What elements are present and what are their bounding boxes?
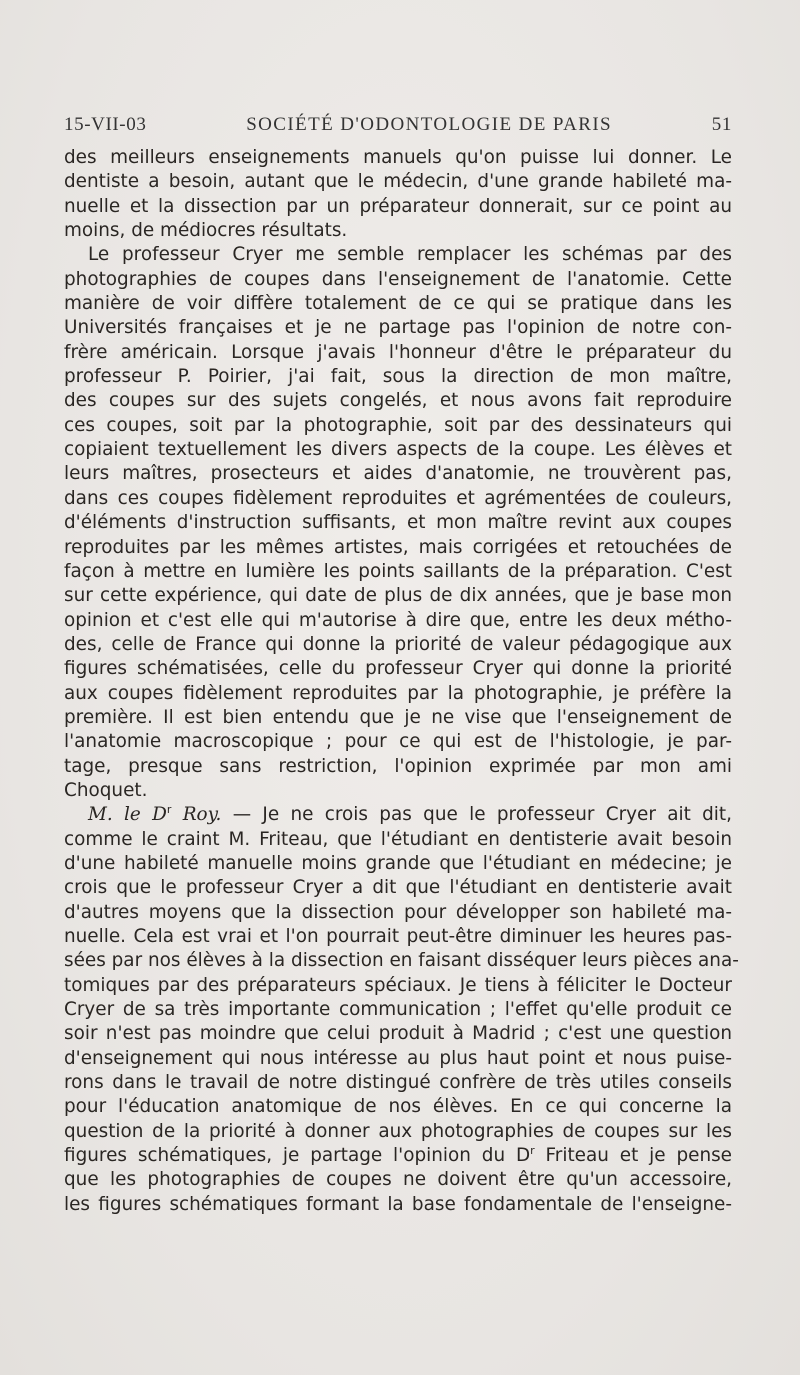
line-text: moins, de médiocres résultats.: [64, 220, 348, 242]
line-text: d'enseignement qui nous intéresse au plus haut point et nous puise-: [64, 1047, 732, 1069]
line-text: aux coupes fidèlement reproduites par la photographie, je préfère la: [64, 682, 732, 704]
text-line: [64, 414, 732, 438]
text-line: [64, 268, 732, 292]
header-journal-title: SOCIÉTÉ D'ODONTOLOGIE DE PARIS: [246, 114, 613, 135]
text-line: [64, 1047, 732, 1071]
text-line: [64, 487, 732, 511]
page-number: 51: [711, 114, 732, 135]
text-line: [64, 657, 732, 681]
text-line: [64, 706, 732, 730]
line-text: première. Il est bien entendu que je ne vise que l'enseignement de: [64, 706, 732, 728]
line-text: tage, presque sans restriction, l'opinion exprimée par mon ami: [64, 755, 732, 777]
text-line: [64, 1120, 732, 1144]
text-line: [64, 925, 732, 949]
line-text: d'une habileté manuelle moins grande que l'étudiant en médecine; je: [64, 852, 732, 874]
line-text: des coupes sur des sujets congelés, et nous avons fait reproduire: [64, 390, 732, 412]
line-text: sées par nos élèves à la dissection en faisant disséquer leurs pièces ana-: [64, 950, 739, 972]
line-text: professeur P. Poirier, j'ai fait, sous la direction de mon maître,: [64, 366, 732, 388]
text-line: [64, 316, 732, 340]
line-text: pour l'éducation anatomique de nos élèves. En ce qui concerne la: [64, 1096, 732, 1118]
line-text: dans ces coupes fidèlement reproduites et agrémentées de couleurs,: [64, 487, 732, 509]
text-line: [64, 389, 732, 413]
line-text: sur cette expérience, qui date de plus de dix années, que je base mon: [64, 585, 732, 607]
line-text: frère américain. Lorsque j'avais l'honneur d'être le préparateur du: [64, 341, 732, 363]
body-text: [64, 146, 739, 1217]
text-line: [64, 609, 732, 633]
line-text: soir n'est pas moindre que celui produit à Madrid ; c'est une question: [64, 1023, 732, 1045]
line-text: dentiste a besoin, autant que le médecin, d'une grande habileté ma-: [64, 171, 732, 193]
text-line: [64, 292, 732, 316]
text-line: [64, 949, 739, 973]
line-text: façon à mettre en lumière les points saillants de la préparation. C'est: [64, 560, 732, 582]
text-line: [64, 682, 732, 706]
text-line: [64, 730, 732, 754]
line-text: d'autres moyens que la dissection pour développer son habileté ma-: [64, 901, 732, 923]
text-line: [64, 1095, 732, 1119]
text-line: [64, 195, 732, 219]
text-line: [64, 560, 732, 584]
text-line: [64, 779, 732, 803]
line-text: crois que le professeur Cryer a dit que l'étudiant en dentisterie avait: [64, 877, 732, 899]
text-line: [64, 341, 732, 365]
text-line: [64, 462, 732, 486]
line-text: ces coupes, soit par la photographie, soit par des dessinateurs qui: [64, 414, 732, 436]
superscript: r: [166, 803, 172, 817]
line-text: rons dans le travail de notre distingué confrère de très utiles conseils: [64, 1072, 732, 1094]
text-line: [64, 584, 732, 608]
line-text: l'anatomie macroscopique ; pour ce qui est de l'histologie, je par-: [64, 731, 732, 753]
line-text: figures schématiques, je partage l'opinion du D: [64, 1145, 531, 1167]
text-line: [64, 219, 732, 243]
text-line: [64, 1193, 732, 1217]
line-text: leurs maîtres, prosecteurs et aides d'anatomie, ne trouvèrent pas,: [64, 463, 732, 485]
line-text: comme le craint M. Friteau, que l'étudiant en dentisterie avait besoin: [64, 828, 732, 850]
text-line: [64, 243, 732, 267]
line-text: opinion et c'est elle qui m'autorise à dire que, entre les deux métho-: [64, 609, 732, 631]
line-text: Universités françaises et je ne partage pas l'opinion de notre con-: [64, 317, 732, 339]
line-text: — Je ne crois pas que le professeur Cryer ait dit,: [221, 804, 732, 826]
text-line: [64, 146, 732, 170]
running-header: [64, 114, 732, 136]
superscript: r: [530, 1143, 535, 1157]
header-date: 15-VII-03: [64, 114, 147, 135]
line-text: Choquet.: [64, 779, 148, 801]
text-line: [64, 974, 732, 998]
line-text: des meilleurs enseignements manuels qu'on puisse lui donner. Le: [64, 147, 732, 168]
speaker-name-tail: Roy.: [182, 804, 222, 826]
text-line: [64, 170, 732, 194]
line-text: des, celle de France qui donne la priorité de valeur pédagogique aux: [64, 633, 732, 655]
text-line: [64, 901, 732, 925]
line-text: Le professeur Cryer me semble remplacer les schémas par des: [88, 244, 732, 266]
text-line: [64, 998, 732, 1022]
text-line: [64, 828, 732, 852]
text-line: [64, 1071, 732, 1095]
text-line: [64, 365, 732, 389]
text-line: [64, 633, 732, 657]
text-line: [64, 876, 732, 900]
speaker-name: M. le D: [88, 804, 167, 826]
line-text: tomiques par des préparateurs spéciaux. Je tiens à féliciter le Docteur: [64, 974, 732, 996]
line-text: manière de voir diffère totalement de ce qui se pratique dans les: [64, 293, 732, 315]
text-line: [64, 852, 732, 876]
text-line: [64, 803, 732, 827]
line-text: figures schématisées, celle du professeur Cryer qui donne la priorité: [64, 658, 732, 680]
line-text: question de la priorité à donner aux photographies de coupes sur les: [64, 1120, 732, 1142]
line-text: copiaient textuellement les divers aspects de la coupe. Les élèves et: [64, 439, 732, 461]
text-line: [64, 1144, 732, 1168]
line-text: nuelle et la dissection par un préparateur donnerait, sur ce point au: [64, 195, 732, 217]
text-line: [64, 536, 732, 560]
line-text: photographies de coupes dans l'enseignement de l'anatomie. Cette: [64, 268, 732, 290]
text-line: [64, 438, 732, 462]
text-line: [64, 1168, 732, 1192]
text-line: [64, 1022, 732, 1046]
line-text: d'éléments d'instruction suffisants, et mon maître revint aux coupes: [64, 512, 732, 534]
line-text: reproduites par les mêmes artistes, mais corrigées et retouchées de: [64, 536, 732, 558]
line-text: nuelle. Cela est vrai et l'on pourrait peut-être diminuer les heures pas-: [64, 926, 732, 947]
line-text: Cryer de sa très importante communication ; l'effet qu'elle produit ce: [64, 999, 732, 1021]
text-line: [64, 755, 732, 779]
line-text: les figures schématiques formant la base fondamentale de l'enseigne-: [64, 1193, 732, 1215]
line-text-continued: Friteau et je pense: [534, 1145, 732, 1167]
line-text: que les photographies de coupes ne doivent être qu'un accessoire,: [64, 1169, 732, 1191]
text-line: [64, 511, 732, 535]
